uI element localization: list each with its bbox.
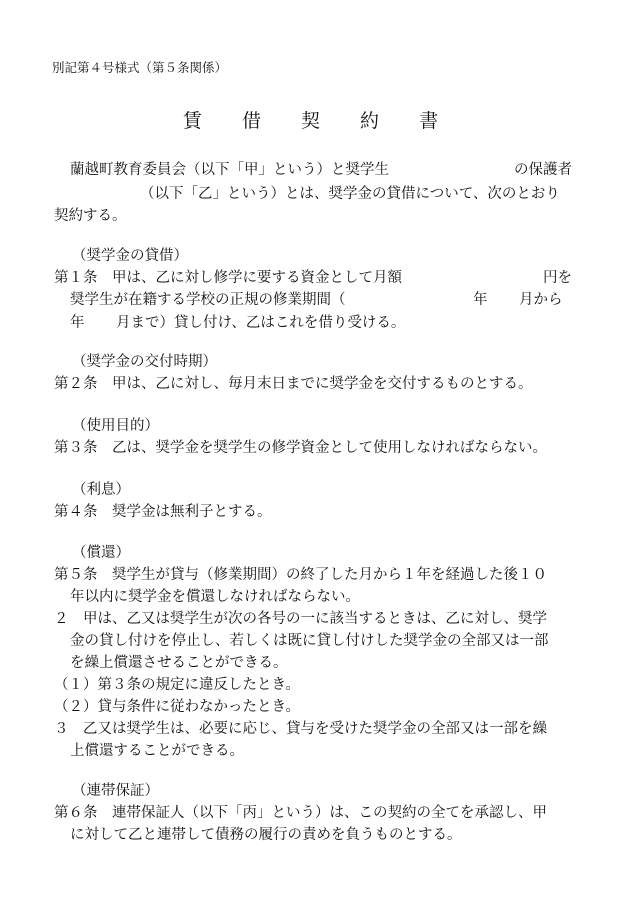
article-4-heading: （利息）: [72, 482, 130, 498]
article-6-line-2: に対して乙と連帯して債務の履行の責めを負うものとする。: [70, 827, 462, 843]
article-6-line-1: 第６条 連帯保証人（以下「丙」という）は、この契約の全てを承認し、甲: [54, 805, 547, 821]
preamble-line-1b: の保護者: [514, 162, 572, 178]
article-5-item-2: （２）貸与条件に従わなかったとき。: [54, 699, 300, 715]
article-1-line-1b: 円を: [543, 270, 572, 286]
article-1-line-3b: 月まで）貸し付け、乙はこれを借り受ける。: [116, 315, 406, 331]
article-3-heading: （使用目的）: [72, 418, 159, 434]
article-5-para-2-line-2: 金の貸し付けを停止し、若しくは既に貸し付けした奨学金の全部又は一部: [70, 633, 549, 649]
article-1-line-2b: 年: [473, 292, 488, 308]
article-1-line-2a: 奨学生が在籍する学校の正規の修業期間（: [70, 292, 346, 308]
preamble-line-1a: 蘭越町教育委員会（以下「甲」という）と奨学生: [70, 162, 389, 178]
article-5-heading: （償還）: [72, 545, 130, 561]
document-title: 賃 借 契 約 書: [182, 110, 456, 132]
form-label: 別記第４号様式（第５条関係）: [52, 60, 228, 75]
article-6-heading: （連帯保証）: [72, 783, 159, 799]
article-1-line-2c: 月から: [519, 292, 563, 308]
article-5-para-2-line-3: を繰上償還させることができる。: [70, 655, 288, 671]
article-5-item-1: （１）第３条の規定に違反したとき。: [54, 677, 300, 693]
preamble-line-3: 契約する。: [54, 208, 127, 224]
article-1-heading: （奨学金の貸借）: [72, 248, 188, 264]
article-5-para-2-line-1: ２ 甲は、乙又は奨学生が次の各号の一に該当するときは、乙に対し、奨学: [54, 611, 547, 627]
article-5-line-2: 年以内に奨学金を償還しなければならない。: [70, 589, 360, 605]
article-3-line-1: 第３条 乙は、奨学金を奨学生の修学資金として使用しなければならない。: [54, 440, 547, 456]
article-4-line-1: 第４条 奨学金は無利子とする。: [54, 504, 272, 520]
article-2-line-1: 第２条 甲は、乙に対し、毎月末日までに奨学金を交付するものとする。: [54, 376, 533, 392]
article-2-heading: （奨学金の交付時期）: [72, 354, 217, 370]
article-5-line-1: 第５条 奨学生が貸与（修業期間）の終了した月から１年を経過した後１０: [54, 567, 547, 583]
article-5-para-3-line-1: ３ 乙又は奨学生は、必要に応じ、貸与を受けた奨学金の全部又は一部を繰: [54, 721, 547, 737]
article-5-para-3-line-2: 上償還することができる。: [70, 743, 244, 759]
preamble-line-2: （以下「乙」という）とは、奨学金の貸借について、次のとおり: [140, 186, 560, 202]
article-1-line-3a: 年: [70, 315, 85, 331]
article-1-line-1a: 第１条 甲は、乙に対し修学に要する資金として月額: [54, 270, 402, 286]
